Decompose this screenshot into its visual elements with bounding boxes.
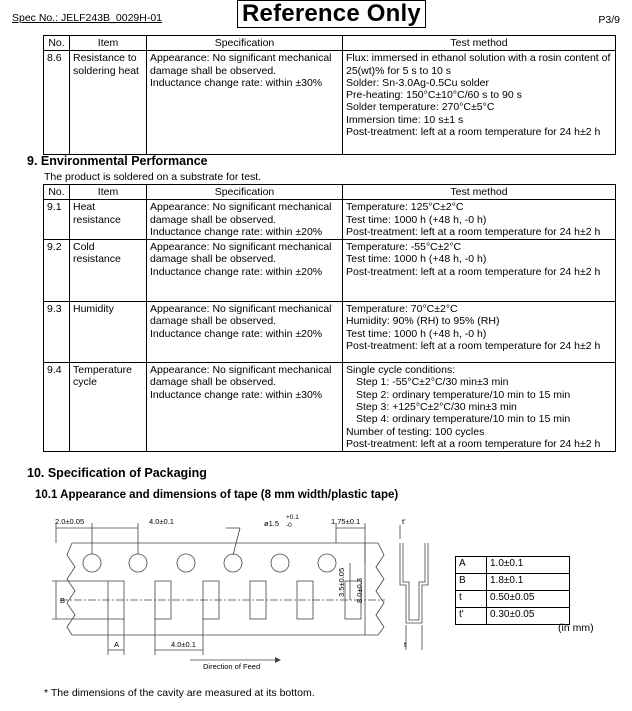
- dim-value: 0.50±0.05: [487, 591, 570, 608]
- item-line: Humidity: [73, 303, 114, 316]
- method-line: Test time: 1000 h (+48 h, -0 h): [346, 253, 487, 266]
- item-line: resistance: [73, 213, 121, 226]
- dim-label: t: [404, 640, 407, 649]
- spec-line: Inductance change rate: within ±30%: [150, 388, 323, 401]
- tape-profile: [400, 543, 428, 623]
- item-line: Heat: [73, 201, 96, 214]
- dim-value: 1.8±0.1: [487, 574, 570, 591]
- section-10-title: 10. Specification of Packaging: [27, 466, 207, 480]
- method-line: Pre-heating: 150°C±10°C/60 s to 90 s: [346, 89, 522, 102]
- spec-line: damage shall be observed.: [150, 315, 277, 328]
- row-no: 9.2: [44, 240, 70, 302]
- row-item: [70, 240, 147, 302]
- table-header-row: [44, 185, 616, 200]
- col-header-item: Item: [70, 36, 147, 51]
- page-number: P3/9: [598, 14, 620, 26]
- dim-key: t: [456, 591, 487, 608]
- method-line: Post-treatment: left at a room temperature for 24 h±2 h: [346, 225, 601, 238]
- row-method: [343, 240, 616, 302]
- sprocket-hole: [83, 554, 101, 572]
- dim-key: A: [456, 557, 487, 574]
- method-line: Post-treatment: left at a room temperature for 24 h±2 h: [346, 437, 601, 450]
- spec-line: Appearance: No significant mechanical: [150, 364, 332, 377]
- table-row: [456, 591, 570, 608]
- table-row: [44, 200, 616, 240]
- spec-line: damage shall be observed.: [150, 64, 277, 77]
- method-line: Number of testing: 100 cycles: [346, 425, 485, 438]
- leader-line: [233, 528, 240, 555]
- dim-label: +0.1: [286, 514, 299, 521]
- dim-label: B: [60, 596, 66, 605]
- section-9-note: The product is soldered on a substrate for test.: [44, 171, 262, 183]
- unit-label: (in mm): [558, 622, 594, 634]
- spec-line: Inductance change rate: within ±20%: [150, 225, 323, 238]
- dim-key: B: [456, 574, 487, 591]
- col-header-spec: Specification: [147, 36, 343, 51]
- row-no: 9.4: [44, 363, 70, 452]
- dim-label: 8.0±0.3: [355, 578, 364, 603]
- spec-line: damage shall be observed.: [150, 253, 277, 266]
- tape-break-left: [67, 543, 75, 635]
- method-line: Test time: 1000 h (+48 h, -0 h): [346, 213, 487, 226]
- method-line: Solder: Sn-3.0Ag-0.5Cu solder: [346, 76, 489, 89]
- method-line: Single cycle conditions:: [346, 364, 456, 377]
- method-line: Temperature: 125°C±2°C: [346, 201, 464, 214]
- spec-line: damage shall be observed.: [150, 213, 277, 226]
- table-header-row: [44, 36, 616, 51]
- dim-label: A: [114, 640, 120, 649]
- row-spec: [147, 200, 343, 240]
- section-10-1-title: 10.1 Appearance and dimensions of tape (8 mm width/plastic tape): [35, 489, 399, 501]
- dim-label: -0: [286, 522, 292, 529]
- table-row: [44, 240, 616, 302]
- dim-label: 4.0±0.1: [149, 517, 174, 526]
- col-header-method: Test method: [343, 185, 616, 200]
- method-line: Step 4: ordinary temperature/10 min to 15 min: [356, 413, 571, 426]
- sprocket-hole: [129, 554, 147, 572]
- table-row: [456, 608, 570, 625]
- section-9-title: 9. Environmental Performance: [27, 154, 208, 168]
- spec-line: damage shall be observed.: [150, 376, 277, 389]
- row-item: [70, 363, 147, 452]
- method-line: Post-treatment: left at a room temperature for 24 h±2 h: [346, 265, 601, 278]
- dim-label: 2.0±0.05: [55, 517, 85, 526]
- spec-line: Inductance change rate: within ±20%: [150, 327, 323, 340]
- spec-line: Appearance: No significant mechanical: [150, 201, 332, 214]
- feed-arrow-head: [275, 657, 281, 663]
- dim-value: 1.0±0.1: [487, 557, 570, 574]
- row-spec: [147, 240, 343, 302]
- tape-break-right: [376, 543, 384, 635]
- spec-line: Inductance change rate: within ±30%: [150, 76, 323, 89]
- row-spec: [147, 302, 343, 363]
- item-line: soldering heat: [73, 64, 139, 77]
- row-no: 8.6: [44, 51, 70, 155]
- row-method: [343, 363, 616, 452]
- method-line: 25(wt)% for 5 s to 10 s: [346, 64, 452, 77]
- table-row: [44, 363, 616, 452]
- spec-line: Appearance: No significant mechanical: [150, 241, 332, 254]
- footnote: * The dimensions of the cavity are measured at its bottom.: [44, 687, 315, 699]
- reference-only-stamp: Reference Only: [237, 0, 426, 28]
- dim-label: t': [402, 517, 406, 526]
- method-line: Temperature: 70°C±2°C: [346, 303, 458, 316]
- row-item: [70, 302, 147, 363]
- item-line: Cold: [73, 241, 95, 254]
- row-no: 9.3: [44, 302, 70, 363]
- col-header-item: Item: [70, 185, 147, 200]
- sprocket-hole: [271, 554, 289, 572]
- spec-number: Spec No.: JELF243B_0029H-01: [12, 12, 163, 24]
- tape-dimension-drawing: [40, 505, 440, 675]
- row-item: [70, 200, 147, 240]
- dim-label: 3.5±0.05: [337, 567, 346, 597]
- col-header-no: No.: [44, 185, 70, 200]
- method-line: Humidity: 90% (RH) to 95% (RH): [346, 315, 500, 328]
- item-line: Temperature: [73, 364, 132, 377]
- method-line: Temperature: -55°C±2°C: [346, 241, 462, 254]
- table-row: [456, 574, 570, 591]
- col-header-no: No.: [44, 36, 70, 51]
- table-row: [44, 51, 616, 155]
- sprocket-hole: [177, 554, 195, 572]
- dim-value: 0.30±0.05: [487, 608, 570, 625]
- method-line: Step 3: +125°C±2°C/30 min±3 min: [356, 401, 517, 414]
- method-line: Flux: immersed in ethanol solution with a rosin content of: [346, 52, 611, 65]
- method-line: Post-treatment: left at a room temperature for 24 h±2 h: [346, 340, 601, 353]
- item-line: Resistance to: [73, 52, 137, 65]
- table-soldering-heat: [43, 35, 616, 155]
- row-item: [70, 51, 147, 155]
- method-line: Test time: 1000 h (+48 h, -0 h): [346, 327, 487, 340]
- spec-line: Inductance change rate: within ±20%: [150, 265, 323, 278]
- row-method: [343, 200, 616, 240]
- dim-key: t': [456, 608, 487, 625]
- table-environmental: [43, 184, 616, 452]
- row-spec: [147, 363, 343, 452]
- spec-line: Appearance: No significant mechanical: [150, 52, 332, 65]
- row-method: [343, 302, 616, 363]
- row-no: 9.1: [44, 200, 70, 240]
- col-header-spec: Specification: [147, 185, 343, 200]
- row-method: [343, 51, 616, 155]
- item-line: cycle: [73, 376, 97, 389]
- table-row: [44, 302, 616, 363]
- col-header-method: Test method: [343, 36, 616, 51]
- direction-of-feed-label: Direction of Feed: [203, 662, 261, 671]
- table-row: [456, 557, 570, 574]
- method-line: Immersion time: 10 s±1 s: [346, 113, 464, 126]
- row-spec: [147, 51, 343, 155]
- dim-label: 1.75±0.1: [331, 517, 361, 526]
- method-line: Post-treatment: left at a room temperature for 24 h±2 h: [346, 126, 601, 139]
- sprocket-hole: [224, 554, 242, 572]
- spec-line: Appearance: No significant mechanical: [150, 303, 332, 316]
- dim-label: 4.0±0.1: [171, 640, 196, 649]
- sprocket-hole: [318, 554, 336, 572]
- method-line: Step 1: -55°C±2°C/30 min±3 min: [356, 376, 509, 389]
- method-line: Step 2: ordinary temperature/10 min to 15 min: [356, 388, 571, 401]
- method-line: Solder temperature: 270°C±5°C: [346, 101, 495, 114]
- dim-label: ø1.5: [264, 519, 280, 528]
- tape-dimension-table: [455, 556, 570, 625]
- item-line: resistance: [73, 253, 121, 266]
